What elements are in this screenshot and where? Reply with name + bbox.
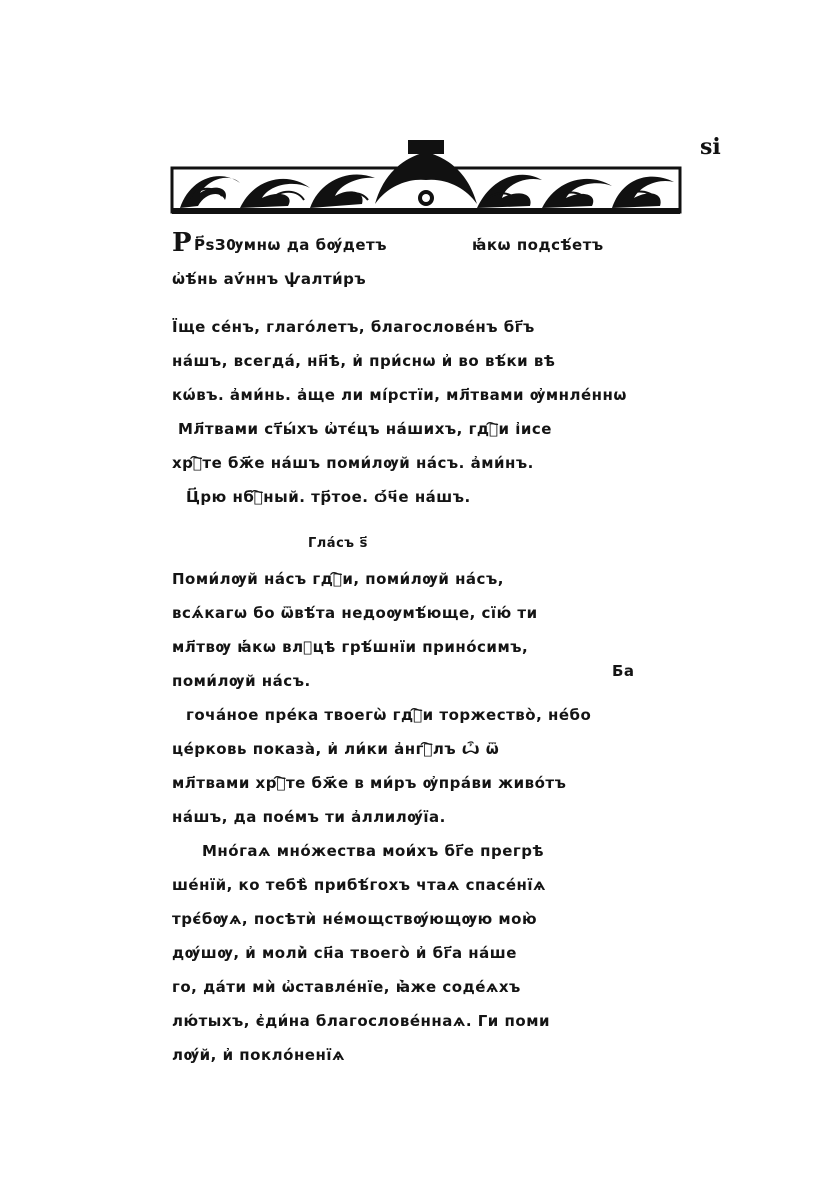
text-line-left: лѹ́й, и҆ покло́ненїѧ [172,1046,345,1064]
text-line [172,478,677,512]
text-line-left: Ц҃рю нбⷭ҇ный. тр҃тое. ѻ҆́ч҃е на́шъ. [186,488,471,506]
text-line-left: гоча́ное пре́ка твоегѡ̀ гдⷭ҇и торжество̀, не́бо [186,706,592,724]
text-line-left: Їще се́нъ, глаго́летъ, благослове́нъ бг҃ъ [172,318,535,336]
text-line-left: Мно́гаѧ мно́жества мои́хъ бг҃е прегрѣ [202,842,545,860]
text-line-left: Поми́лѹй на́съ гдⷭ҇и, поми́лѹй на́съ, [172,570,504,588]
text-line [172,376,677,410]
text-line [172,832,677,866]
text-line-left: хрⷭ҇те бж҃е на́шъ поми́лѹй на́съ. а҆ми́нъ. [172,454,534,472]
liturgical-text [172,226,677,1070]
text-line [172,628,677,662]
text-line [172,900,677,934]
page-number: ѕi [700,134,721,160]
text-line-right: ꙗ҆́кѡ подсѣ́етъ [472,236,604,254]
section-heading: Гла́съ ѕ҃ [308,536,368,551]
text-line-left: Р҃ѕЗѸмнѡ да бѹ́детъ [194,236,388,254]
text-line-left: го, да́ти мѝ ѡ҆ставле́нїе, ꙗ҆̀же соде́ѧхъ [172,978,521,996]
drop-initial: Р [172,228,193,258]
text-line [172,662,677,696]
text-line-right: Ба [612,662,635,680]
text-line-left: мл҃твѹ ꙗ҆́кѡ влⷣцѣ грѣ́шнїи прино́симъ, [172,638,529,656]
text-line [172,594,677,628]
text-line-left: на́шъ, всегда́, нн҃ѣ, и҆ при́снѡ и҆ во вѣ́ки вѣ [172,352,556,370]
text-line [172,934,677,968]
text-line-left: мл҃твами хрⷭ҇те бж҃е в ми́ръ ѹ҆пра́ви живо́тъ [172,774,567,792]
text-line [172,696,677,730]
text-line-left: лю́тыхъ, є҆ди́на благослове́ннаѧ. Ги поми [172,1012,550,1030]
text-line-left: це́рковь показа̀, и҆ ли́ки а҆нгⷭ҇лъ ѽ ѿ [172,740,500,758]
text-line [172,866,677,900]
text-line [172,410,677,444]
text-line-left: всѧ́кагѡ бо ѿвѣ́та недоѹмѣ́юще, сїю́ ти [172,604,538,622]
text-line-left: дѹ́шѹ, и҆ моли̇̀ сн҃а твоего̀ и҆ бг҃а на́ше [172,944,517,962]
text-line-left: трє́бѹѧ, посѣтѝ не́мощствѹ́ющѹю мою̀ [172,910,538,928]
text-line [172,798,677,832]
text-line-left: ше́нїй, ко тебѣ̀ прибѣ́гохъ чтаѧ спасе́нїѧ [172,876,547,894]
text-line [172,260,677,294]
text-line [172,764,677,798]
text-line [172,730,677,764]
text-line-left: кѡ́въ. а҆ми́нь. а҆ще ли мі́рстїи, мл҃твами ѹ҆мнле́ннѡ [172,386,627,404]
ornamental-headpiece-icon [170,138,682,218]
text-line [172,968,677,1002]
text-line-left: поми́лѹй на́съ. [172,672,311,690]
text-line [172,308,677,342]
text-line [172,526,677,560]
text-line [172,560,677,594]
text-line [172,1036,677,1070]
text-line [172,226,677,260]
text-line-left: ѡ҆ѣ́нь аѵ҆́ннъ ѱалти́ръ [172,270,367,288]
text-line [172,1002,677,1036]
text-line-left: Мл҃твами ст҃ы́хъ ѡ҆тє́цъ на́шихъ, гдⷭ҇и і҆исе [178,420,552,438]
text-line-left: на́шъ, да пое́мъ ти а҆ллилѹ́їа. [172,808,446,826]
text-line [172,342,677,376]
text-line [172,444,677,478]
